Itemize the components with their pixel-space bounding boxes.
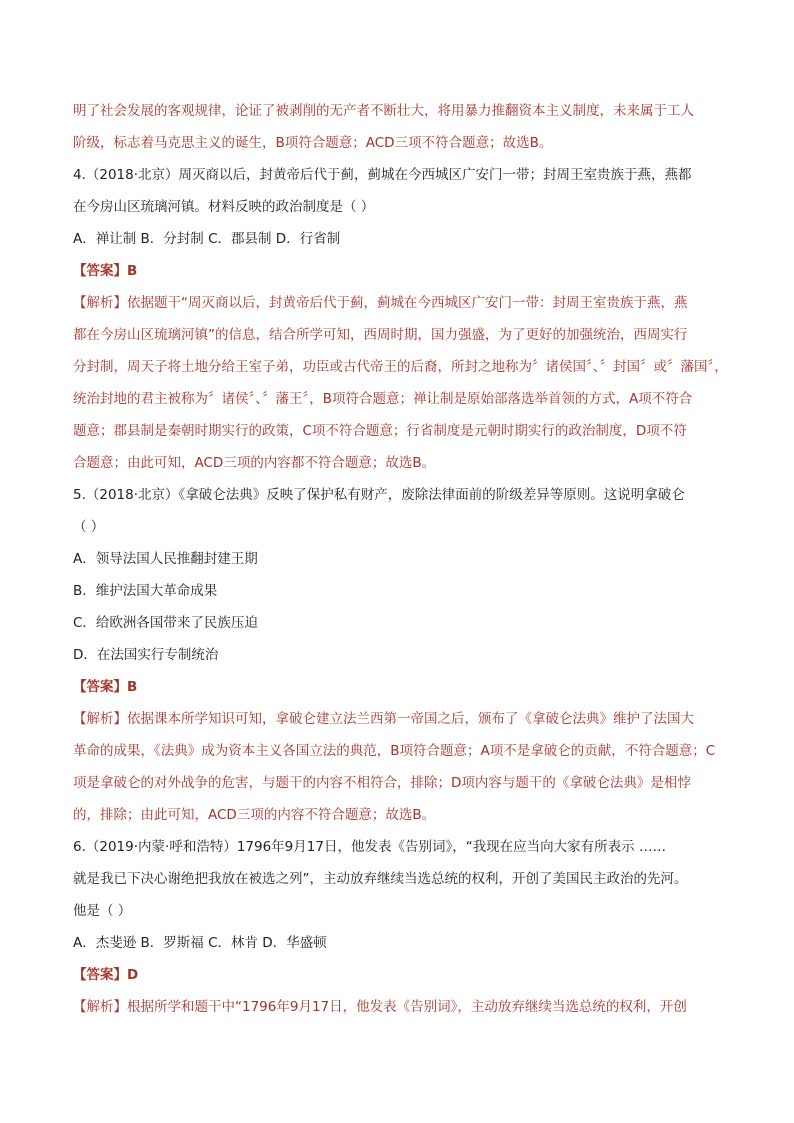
question-5-stem: 5.（2018·北京）《拿破仑法典》反映了保护私有财产，废除法律面前的阶级差异等原则。这说明拿破仑 (73, 487, 685, 503)
question-5-stem: （ ） (73, 519, 105, 535)
question-6-stem: 他是（ ） (73, 903, 132, 919)
analysis-text-line: 合题意；由此可知，ACD三项的内容都不符合题意；故选B。 (73, 455, 436, 471)
answer-label: 【答案】B (73, 679, 138, 695)
question-5-option-a: A．领导法国人民推翻封建王期 (73, 551, 258, 567)
question-5-option-b: B．维护法国大革命成果 (73, 583, 218, 599)
question-4-stem: 在今房山区琉璃河镇。材料反映的政治制度是（ ） (73, 199, 375, 215)
analysis-text-line: 阶级，标志着马克思主义的诞生，B项符合题意；ACD三项不符合题意；故选B。 (73, 135, 553, 151)
analysis-text-line: 革命的成果，《法典》成为资本主义各国立法的典范，B项符合题意；A项不是拿破仑的贡献，不符合题意；C (73, 743, 716, 759)
analysis-text-line: 【解析】根据所学和题干中“1796年9月17日，他发表《告别词》，主动放弃继续当选总统的权利，开创 (73, 999, 687, 1015)
analysis-text-line: 【解析】依据课本所学知识可知，拿破仑建立法兰西第一帝国之后，颁布了《拿破仑法典》维护了法国大 (73, 711, 694, 727)
analysis-text-line: 项是拿破仑的对外战争的危害，与题干的内容不相符合，排除；D项内容与题干的《拿破仑法典》是相悖 (73, 775, 691, 791)
answer-label: 【答案】B (73, 263, 138, 279)
question-5-option-c: C．给欧洲各国带来了民族压迫 (73, 615, 258, 631)
question-6-options: A．杰斐逊 B．罗斯福 C．林肯 D．华盛顿 (73, 935, 327, 951)
question-5-option-d: D．在法国实行专制统治 (73, 647, 219, 663)
analysis-text-line: 分封制，周天子将土地分给王室子弟，功臣或古代帝王的后裔，所封之地称为〞诸侯国〞、〞封国〞或〞藩国〞， (73, 359, 728, 375)
question-4-stem: 4.（2018·北京）周灭商以后，封黄帝后代于蓟，蓟城在今西城区广安门一带；封周王室贵族于燕，燕都 (73, 167, 692, 183)
question-6-stem: 就是我已下决心谢绝把我放在被选之列”，主动放弃继续当选总统的权利，开创了美国民主政治的先河。 (73, 871, 688, 887)
answer-label: 【答案】D (73, 967, 139, 983)
analysis-text-line: 都在今房山区琉璃河镇”的信息，结合所学可知，西周时期，国力强盛，为了更好的加强统治，西周实行 (73, 327, 688, 343)
analysis-text-line: 统治封地的君主被称为〞诸侯〞、〞藩王〞，B项符合题意；禅让制是原始部落选举首领的方式，A项不符合 (73, 391, 693, 407)
question-4-options: A．禅让制 B．分封制 C．郡县制 D．行省制 (73, 231, 341, 247)
analysis-text-line: 题意；郡县制是秦朝时期实行的政策，C项不符合题意；行省制度是元朝时期实行的政治制度，D项不符 (73, 423, 687, 439)
analysis-text-line: 【解析】依据题干“周灭商以后，封黄帝后代于蓟，蓟城在今西城区广安门一带：封周王室贵族于燕，燕 (73, 295, 688, 311)
question-6-stem: 6.（2019·内蒙·呼和浩特）1796年9月17日，他发表《告别词》，“我现在应当向大家有所表示 …… (73, 839, 666, 855)
analysis-text-line: 明了社会发展的客观规律，论证了被剥削的无产者不断壮大，将用暴力推翻资本主义制度，未来属于工人 (73, 103, 694, 119)
analysis-text-line: 的，排除；由此可知，ACD三项的内容不符合题意；故选B。 (73, 807, 436, 823)
